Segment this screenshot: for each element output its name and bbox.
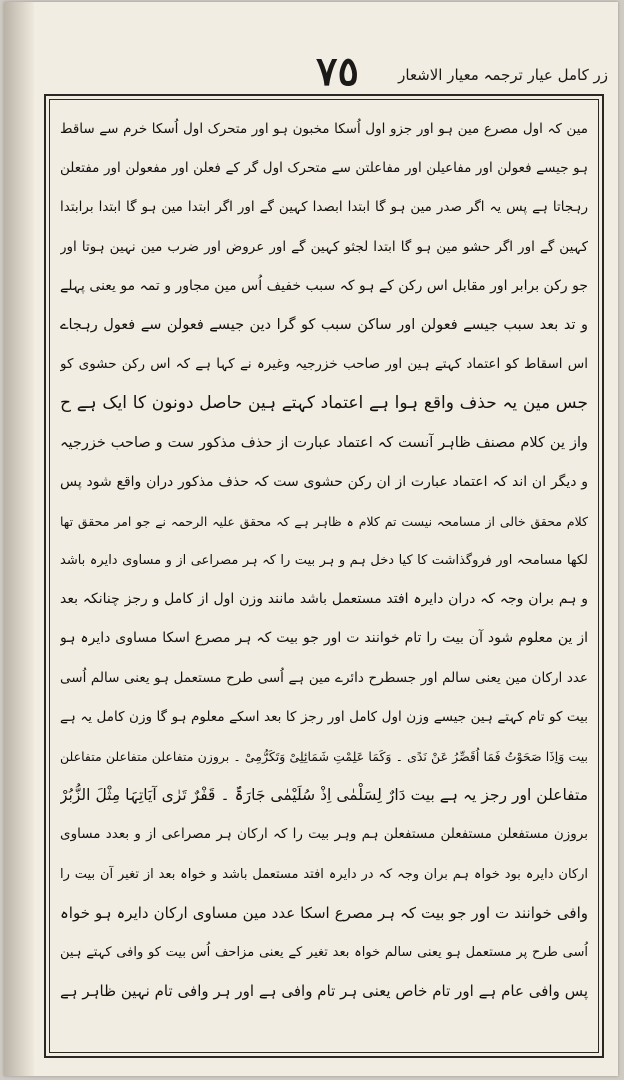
body-line: اُسی طرح پر مستعمل ہو یعنی سالم خواہ بعد تغیر کے یعنی مزاحف اُس بیت کو وافی کہتے ہین [60, 944, 588, 960]
body-line: ارکان دایرہ بود خواہ ہم بران وجہ کہ در دایرہ افتد مستعمل باشد و خواہ بعد از تغیر آن بیت را [60, 866, 588, 882]
body-line: بیت کو تام کہتے ہین جیسے وزن اول کامل اور رجز کا بعد اسکے معلوم ہو گا وزن کامل یہ ہے [60, 708, 588, 725]
body-line: اس اسقاط کو اعتماد کہتے ہین اور صاحب خزرجیہ وغیرہ نے کہا ہے کہ اس رکن حشوی کو [60, 356, 588, 373]
book-page [4, 2, 618, 1076]
running-head: زر کامل عیار ترجمہ معیار الاشعار [398, 66, 608, 84]
body-line: ہو جیسے فعولن اور مفاعیلن اور مفاعلتن سے متحرک اول گر کے فعلن اور مفعولن اور مفتعلن [60, 160, 588, 177]
body-line: لکھا مسامحہ اور فروگذاشت کا کیا دخل ہم و ہر بیت را کہ ہر مصراعی از و مساوی دایرہ باشد [60, 553, 588, 569]
body-line: عدد ارکان مین یعنی سالم اور جسطرح دائرے مین ہے اُسی طرح مستعمل ہو یعنی سالم اُسی [60, 669, 588, 686]
text-frame [44, 94, 604, 1058]
body-line: رہجاتا ہے پس یہ اگر صدر مین ہو گا ابتدا ابصدا کہین گے اور اگر ابتدا مین ہو گا ابتدا برابتدا [60, 199, 588, 216]
verse-line: متفاعلن اور رجز یہ ہے بیت دَارٌ لِسَلْمٰی اِذْ سُلَیْمٰی جَارَۃٌ ۔ قَفْرٌ تَرٰی آیَاتِہَا مِثْلَ الزُّبُرْ [60, 786, 588, 805]
body-line: پس وافی عام ہے اور تام خاص یعنی ہر تام وافی ہے اور ہر وافی تام نہین ظاہر ہے [60, 982, 588, 1001]
body-line: واز ین کلام مصنف ظاہر آنست کہ اعتماد عبارت از حذف مذکور ست و صاحب خزرجیہ [60, 434, 588, 451]
body-line: و تد بعد سبب جیسے فعولن اور ساکن سبب کو گرا دین جیسے فعولن سے فعول رہجاے [60, 316, 588, 333]
body-line: از ین معلوم شود آن بیت را تام خوانند ت اور جو بیت کہ ہر مصرع اسکا مساوی دایرہ ہو [60, 630, 588, 647]
body-line: و ہم بران وجہ کہ دران دایرہ افتد مستعمل باشد مانند وزن اول از کامل و رجز چنانکہ بعد [60, 591, 588, 608]
page-header [64, 48, 608, 96]
body-line: کہین گے اور اگر حشو مین ہو گا ابتدا لجثو کہین گے اور عروض اور ضرب مین نہین ہوتا اور [60, 238, 588, 255]
body-line: جس مین یہ حذف واقع ہوا ہے اعتماد کہتے ہین حاصل دونون کا ایک ہے ح [60, 393, 588, 414]
body-line: بروزن مستفعلن مستفعلن مستفعلن ہم وہر بیت را کہ ارکان ہر مصراعی از و بعدد مساوی [60, 826, 588, 843]
body-line: جو رکن برابر اور مقابل اس رکن کے ہو کہ سبب خفیف اُس مین مجاور و تمہ مو یعنی پہلے [60, 277, 588, 294]
page-gutter [4, 2, 34, 1076]
body-line: و دیگر ان اند کہ اعتماد عبارت از ان رکن حشوی ست کہ حذف مذکور دران واقع شود پس [60, 473, 588, 490]
body-line: کلام محقق خالی از مسامحہ نیست تم کلام ہ ظاہر ہے کہ محقق علیہ الرحمہ نے جو امر محقق تھا [60, 513, 588, 529]
page-number: ٧٥ [316, 48, 359, 95]
body-line: مین کہ اول مصرع مین ہو اور جزو اول اُسکا مخبون ہو اور متحرک اول اُسکا خرم سے ساقط [60, 121, 588, 137]
verse-line: بیت وَاِذَا صَحَوْتُ فَمَا اُقَصِّرُ عَنْ نَدًی ۔ وَکَمَا عَلِمْتِ شَمَائِلِیْ وَتَکَرُّمِیْ ۔ بروزن متفاعلن متفاعلن متفاعلن [60, 749, 588, 764]
body-text [60, 110, 588, 1046]
body-line: وافی خوانند ت اور جو بیت کہ ہر مصرع اسکا عدد مین مساوی ارکان دایرہ ہو خواہ [60, 903, 588, 922]
